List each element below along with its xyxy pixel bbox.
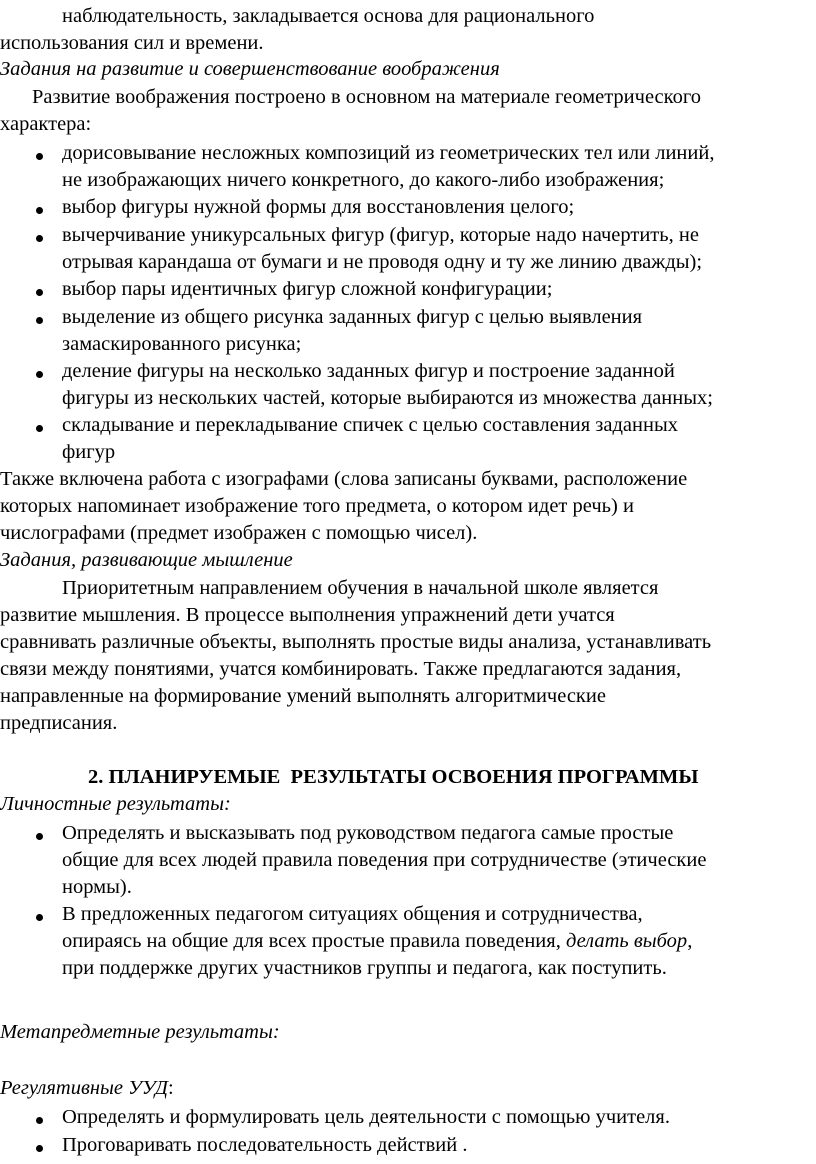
bullet-icon <box>36 833 43 840</box>
bullet-icon <box>36 153 43 160</box>
list-item-line: В предложенных педагогом ситуациях общения и сотрудничества, <box>62 903 643 925</box>
list-item-line: общие для всех людей правила поведения при сотрудничестве (этические <box>62 849 707 871</box>
thinking-line-2: развитие мышления. В процессе выполнения упражнений дети учатся <box>0 604 615 626</box>
thinking-line-1: Приоритетным направлением обучения в начальной школе является <box>62 577 659 599</box>
list-item-line: отрывая карандаша от бумаги и не проводя одну и ту же линию дважды); <box>62 251 703 273</box>
meta-results-heading: Метапредметные результаты: <box>0 1021 280 1043</box>
bullet-icon <box>36 425 43 432</box>
list-item-text: опираясь на общие для всех простые правила поведения, <box>62 930 566 952</box>
list-item-line: складывание и перекладывание спичек с целью составления заданных <box>62 414 678 436</box>
list-item-line: фигур <box>62 441 116 463</box>
list-item-line: Определять и высказывать под руководством педагога самые простые <box>62 822 674 844</box>
list-item-text: , <box>687 930 693 952</box>
imagination-after-line-2: которых напоминает изображение того предмета, о котором идет речь) и <box>0 495 634 517</box>
thinking-line-5: направленные на формирование умений выполнять алгоритмические <box>0 685 606 707</box>
imagination-heading: Задания на развитие и совершенствование воображения <box>0 58 500 80</box>
list-item-line: нормы). <box>62 876 132 898</box>
imagination-after-line-1: Также включена работа с изографами (слова записаны буквами, расположение <box>0 468 688 490</box>
bullet-icon <box>36 914 43 921</box>
thinking-heading: Задания, развивающие мышление <box>0 549 293 571</box>
thinking-line-4: связи между понятиями, учатся комбинировать. Также предлагаются задания, <box>0 658 682 680</box>
imagination-para-line-2: характера: <box>0 113 92 135</box>
intro-line-2: использования сил и времени. <box>0 32 264 54</box>
bullet-icon <box>36 371 43 378</box>
list-item-line: при поддержке других участников группы и педагога, как поступить. <box>62 957 667 979</box>
emphasis-text: делать выбор <box>565 930 688 952</box>
list-item-line: замаскированного рисунка; <box>62 333 302 355</box>
imagination-after-line-3: числографами (предмет изображен с помощью чисел). <box>0 522 478 544</box>
imagination-para-line-1: Развитие воображения построено в основном на материале геометрического <box>32 86 701 108</box>
list-item-line: дорисовывание несложных композиций из геометрических тел или линий, <box>62 142 715 164</box>
regulative-heading-text: Регулятивные УУД <box>0 1077 168 1099</box>
thinking-line-3: сравнивать различные объекты, выполнять простые виды анализа, устанавливать <box>0 631 712 653</box>
bullet-icon <box>36 1117 43 1124</box>
list-item-line: деление фигуры на несколько заданных фигур и построение заданной <box>62 360 675 382</box>
list-item-line: фигуры из нескольких частей, которые выбираются из множества данных; <box>62 387 713 409</box>
regulative-heading <box>0 1075 174 1102</box>
list-item-line: Определять и формулировать цель деятельности с помощью учителя. <box>62 1106 670 1128</box>
regulative-heading-colon: : <box>167 1077 174 1099</box>
list-item-line: выбор пары идентичных фигур сложной конфигурации; <box>62 278 553 300</box>
thinking-line-6: предписания. <box>0 712 118 734</box>
list-item-line: Проговаривать последовательность действий . <box>62 1134 468 1156</box>
list-item-line: не изображающих ничего конкретного, до какого-либо изображения; <box>62 169 665 191</box>
bullet-icon <box>36 317 43 324</box>
list-item-line: вычерчивание уникурсальных фигур (фигур, которые надо начертить, не <box>62 224 699 246</box>
section-title: 2. ПЛАНИРУЕМЫЕ РЕЗУЛЬТАТЫ ОСВОЕНИЯ ПРОГРАММЫ <box>88 766 699 788</box>
bullet-icon <box>36 1145 43 1152</box>
list-item-line: выбор фигуры нужной формы для восстановления целого; <box>62 196 575 218</box>
bullet-icon <box>36 207 43 214</box>
personal-results-heading: Личностные результаты: <box>0 793 231 815</box>
intro-line-1: наблюдательность, закладывается основа для рационального <box>62 5 595 27</box>
bullet-icon <box>36 235 43 242</box>
bullet-icon <box>36 289 43 296</box>
list-item-line <box>62 928 692 955</box>
list-item-line: выделение из общего рисунка заданных фигур с целью выявления <box>62 306 643 328</box>
